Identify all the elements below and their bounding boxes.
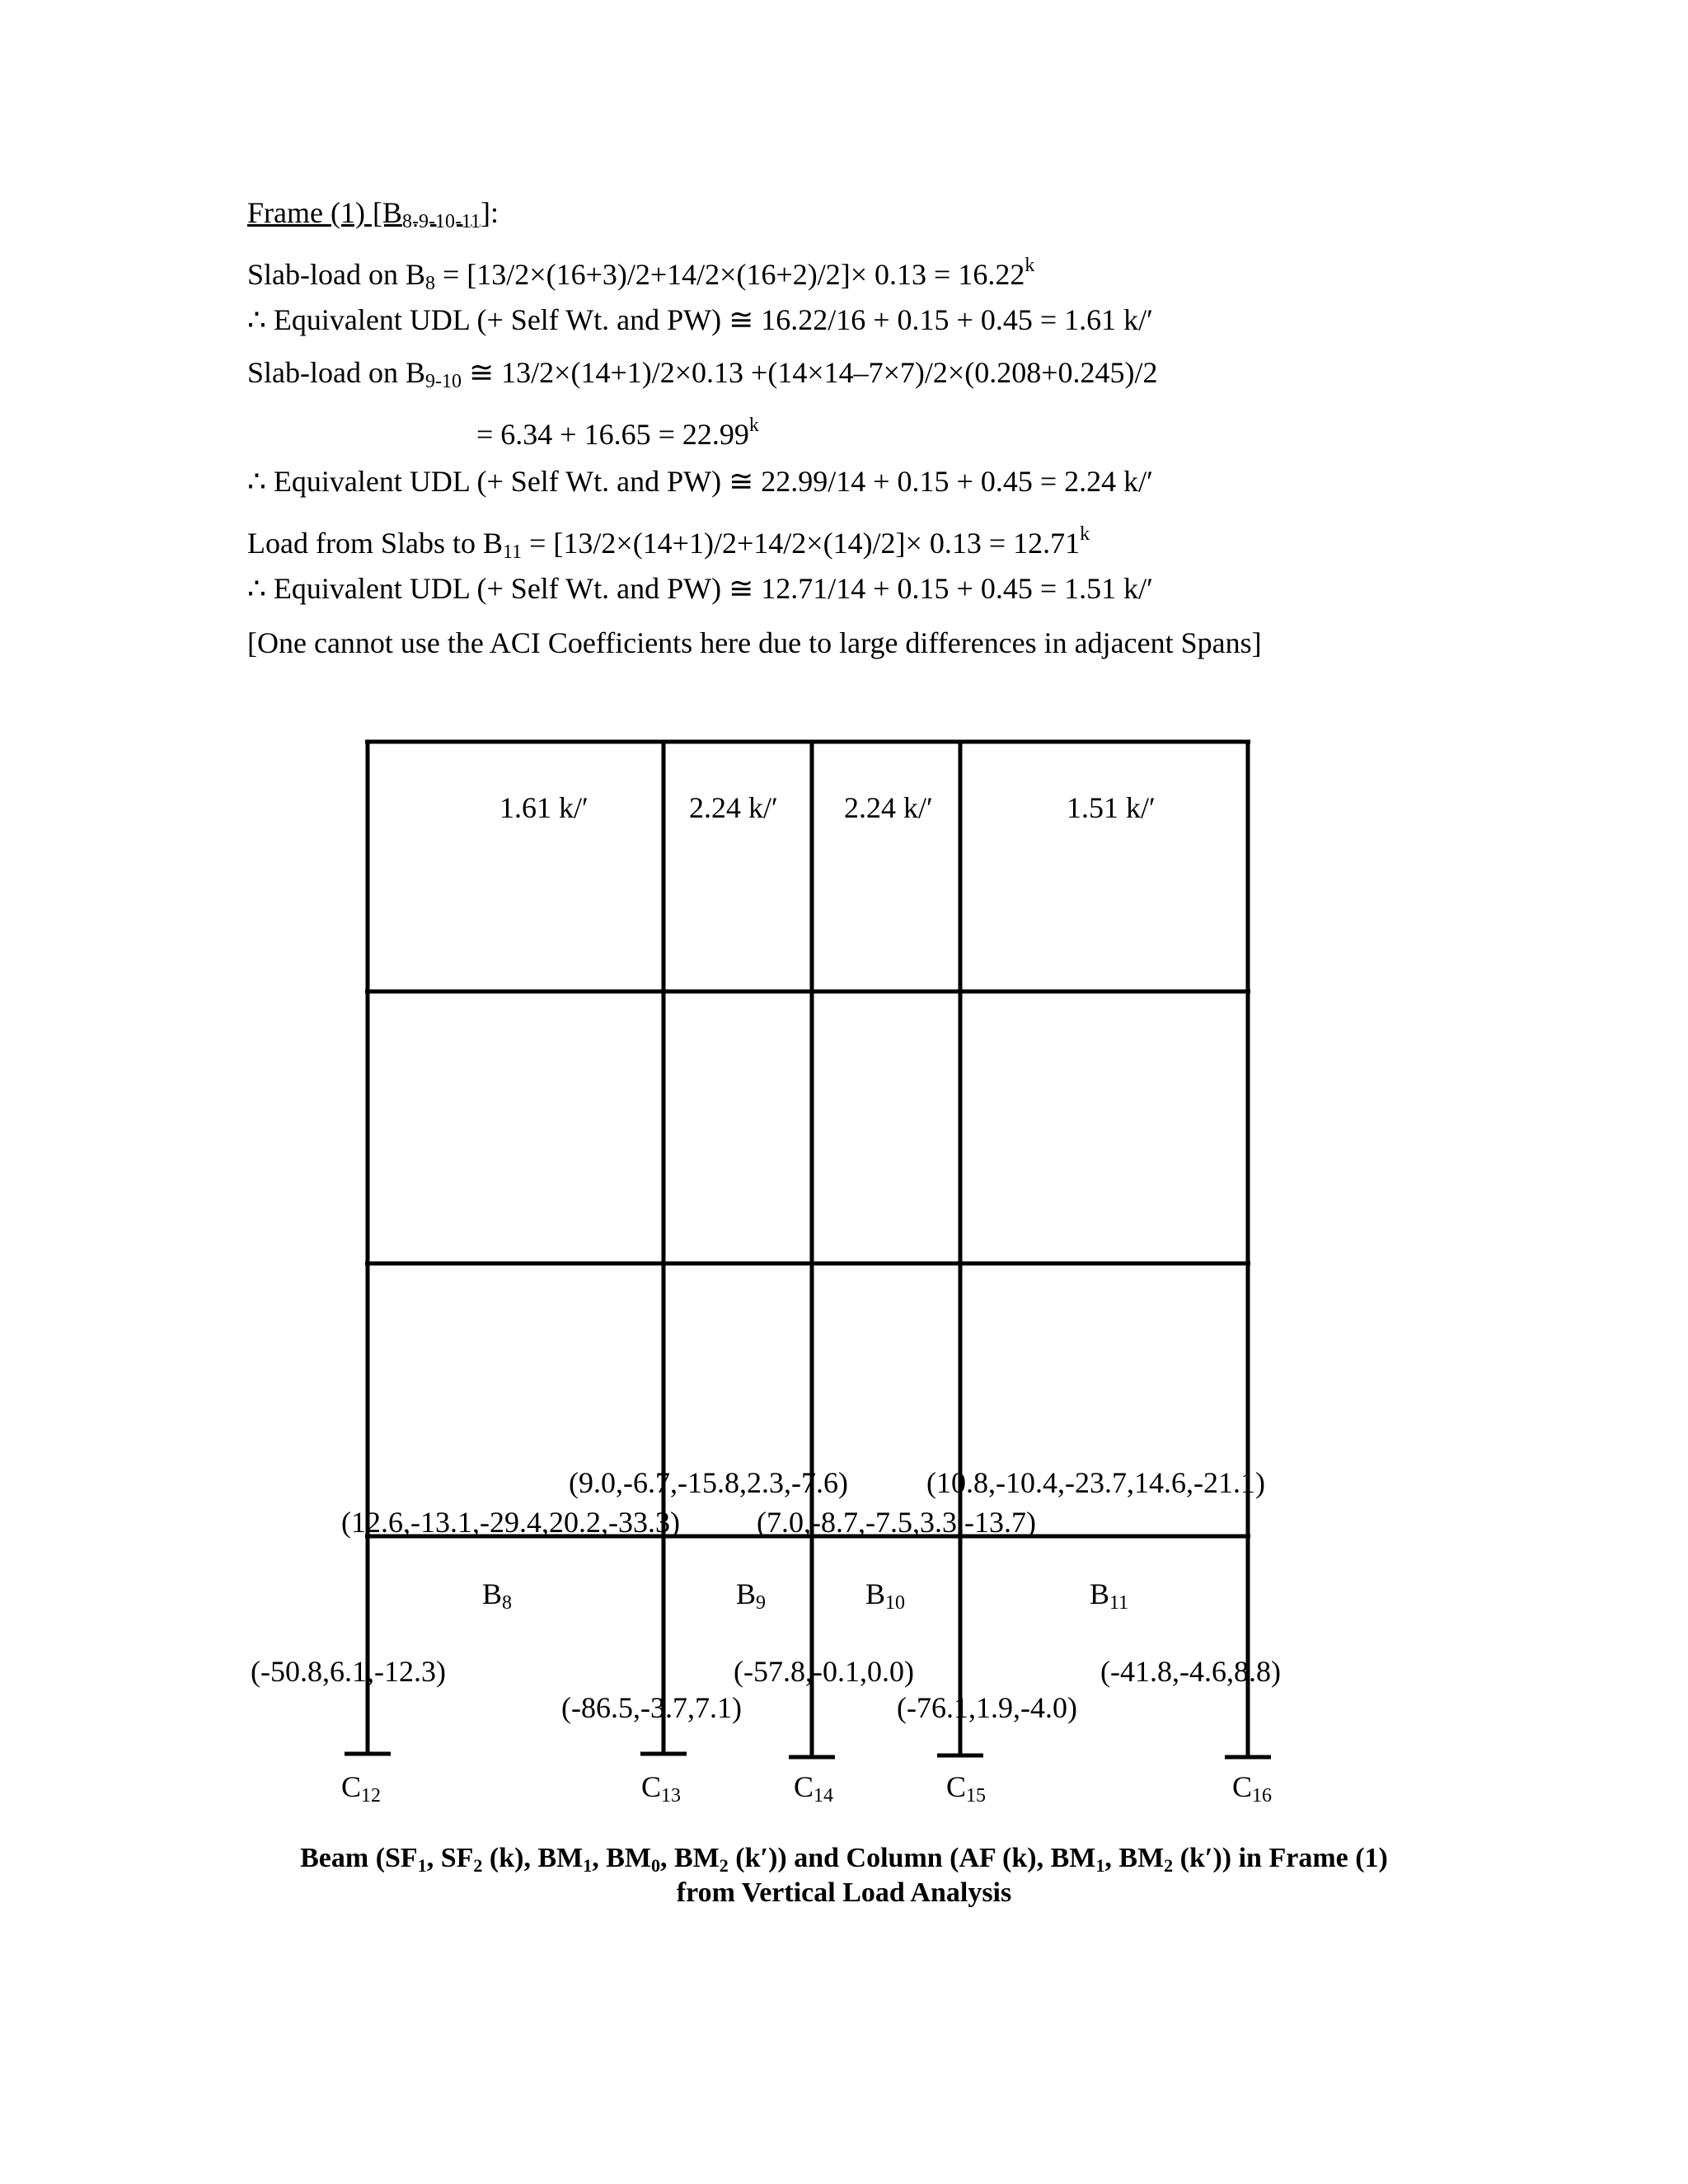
udl-label-b9: 2.24 k/′ <box>689 791 778 824</box>
beam-result-b10: (7.0,-8.7,-7.5,3.3,-13.7) <box>757 1506 1036 1539</box>
heading-label: Frame (1) [$B_{8-9-10-11}$ <box>247 196 481 232</box>
column-result-c16: (-41.8,-4.6,8.8) <box>1100 1655 1281 1688</box>
beam-name-b11: B11 <box>1090 1577 1129 1614</box>
frame-heading: Frame (1) $[B_{8-9-10-11}]$: <box>247 196 499 232</box>
aci-note-line: [One cannot use the ACI Coefficients here due to large differences in adjacent Spans] <box>247 626 1262 659</box>
column-name-c15: C15 <box>946 1770 987 1807</box>
udl-label-b10: 2.24 k/′ <box>844 791 933 824</box>
column-name-c13: C13 <box>641 1770 682 1807</box>
figure-caption-line-1: Beam ($SF_1$, $SF_2$ (k), $BM_1$, $BM_0$, $BM_2$ (k′)) and Column (AF (k), $BM_1$, $BM_2$ (k′)) in Frame (1) <box>300 1843 1388 1876</box>
column-name-c16: C16 <box>1232 1770 1273 1807</box>
slab-load-b9-10-result-line: = $6.34 + 16.65 = 22.99^k$ <box>476 415 759 451</box>
slab-load-b9-10-line: Slab-load on $B_{9-10}$ ≅ 13/2×(14+1)/2×0.13 +(14×14–7×7)/2×(0.208+0.245)/2 <box>247 356 1158 392</box>
udl-label-b11: 1.51 k/′ <box>1067 791 1156 824</box>
beam-result-b11: (10.8,-10.4,-23.7,14.6,-21.1) <box>926 1466 1265 1499</box>
column-result-c13: (-86.5,-3.7,7.1) <box>561 1691 742 1724</box>
udl-label-b8: 1.61 k/′ <box>499 791 588 824</box>
column-result-c14: (-57.8,-0.1,0.0) <box>734 1655 914 1688</box>
udl-b8-line: ∴ Equivalent UDL (+ Self Wt. and PW) ≅ 16.22/16 + 0.15 + 0.45 = 1.61 k/′ <box>247 303 1154 336</box>
udl-b11-line: ∴ Equivalent UDL (+ Self Wt. and PW) ≅ 12.71/14 + 0.15 + 0.45 = 1.51 k/′ <box>247 572 1154 605</box>
slab-load-b8-line: Slab-load on $B_8 = [13/2\times(16+3)/2+14/2\times(16+2)/2]\times 0.13 = 16.22^k$ <box>247 255 1035 294</box>
beam-name-b8: B8 <box>482 1577 513 1614</box>
column-name-c14: C14 <box>794 1770 834 1807</box>
slab-load-b11-line: Load from Slabs to $B_{11} = [13/2\times(14+1)/2+14/2\times(14)/2]\times 0.13 = 12.71^k$ <box>247 523 1090 563</box>
column-result-c12: (-50.8,6.1,-12.3) <box>251 1655 446 1688</box>
figure-caption-line-2: from Vertical Load Analysis <box>676 1877 1012 1908</box>
udl-b9-10-line: ∴ Equivalent UDL (+ Self Wt. and PW) ≅ 22.99/14 + 0.15 + 0.45 = 2.24 k/′ <box>247 465 1154 498</box>
beam-result-b8: (12.6,-13.1,-29.4,20.2,-33.3) <box>341 1506 680 1539</box>
column-name-c12: C12 <box>341 1770 382 1807</box>
beam-name-b10: B10 <box>865 1577 906 1614</box>
beam-result-b9: (9.0,-6.7,-15.8,2.3,-7.6) <box>569 1466 848 1499</box>
beam-name-b9: B9 <box>736 1577 767 1614</box>
column-result-c15: (-76.1,1.9,-4.0) <box>897 1691 1077 1724</box>
